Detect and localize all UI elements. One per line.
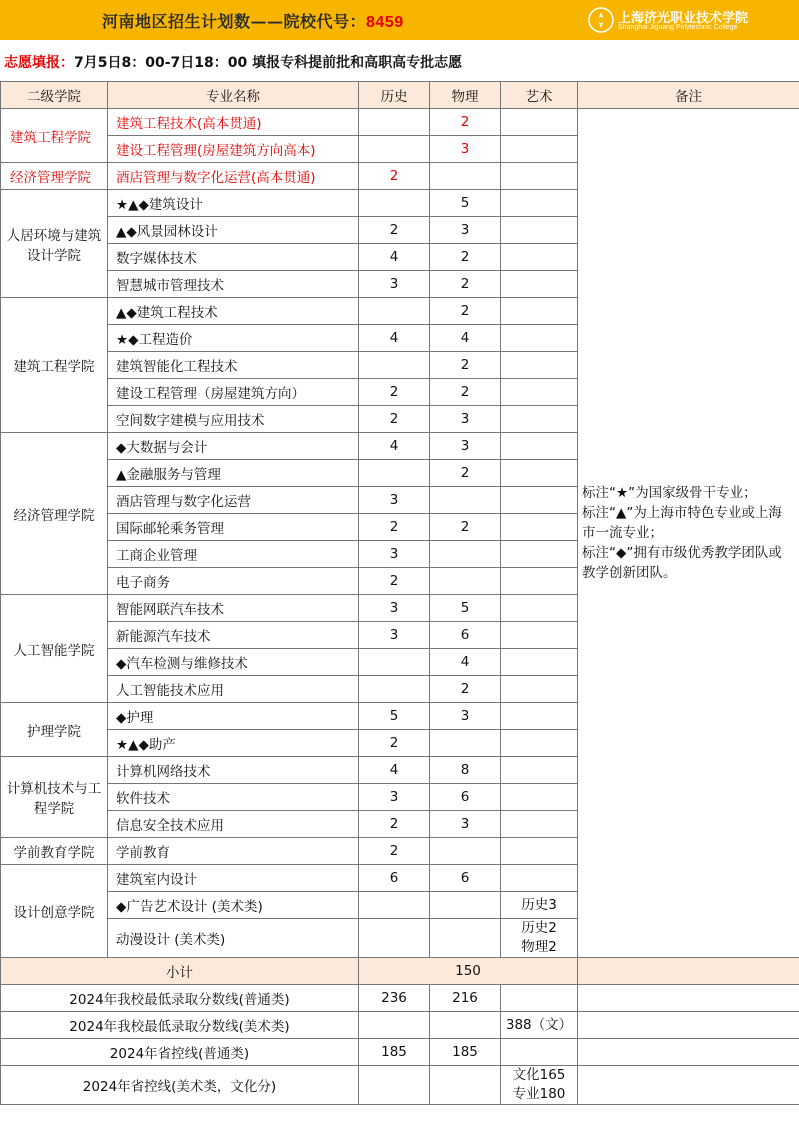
- score-history-cell: [359, 1066, 430, 1105]
- major-cell: ★▲◆助产: [108, 730, 359, 757]
- college-cell: 学前教育学院: [1, 838, 108, 865]
- college-cell: 人工智能学院: [1, 595, 108, 703]
- art-cell: [501, 460, 578, 487]
- physics-cell: 2: [430, 352, 501, 379]
- art-cell: [501, 838, 578, 865]
- score-line-row: [1, 985, 799, 1012]
- history-cell: 6: [359, 865, 430, 892]
- major-cell: ★◆工程造价: [108, 325, 359, 352]
- physics-cell: 2: [430, 298, 501, 325]
- school-code: 8459: [366, 14, 404, 31]
- major-cell: 工商企业管理: [108, 541, 359, 568]
- physics-cell: 8: [430, 757, 501, 784]
- history-cell: 4: [359, 433, 430, 460]
- history-cell: 3: [359, 595, 430, 622]
- art-cell: [501, 514, 578, 541]
- physics-cell: 5: [430, 595, 501, 622]
- art-cell: 历史2 物理2: [501, 919, 578, 958]
- art-cell: [501, 406, 578, 433]
- major-cell: 酒店管理与数字化运营: [108, 487, 359, 514]
- score-art-cell: [501, 985, 578, 1012]
- art-cell: [501, 298, 578, 325]
- major-cell: ★▲◆建筑设计: [108, 190, 359, 217]
- physics-cell: 6: [430, 865, 501, 892]
- history-cell: 4: [359, 325, 430, 352]
- history-cell: 3: [359, 622, 430, 649]
- major-cell: 数字媒体技术: [108, 244, 359, 271]
- major-cell: 建设工程管理(房屋建筑方向高本): [108, 136, 359, 163]
- college-cell: 设计创意学院: [1, 865, 108, 958]
- art-cell: [501, 811, 578, 838]
- college-cell: 护理学院: [1, 703, 108, 757]
- college-cell: 计算机技术与工程学院: [1, 757, 108, 838]
- physics-cell: 6: [430, 784, 501, 811]
- physics-cell: 2: [430, 460, 501, 487]
- col-header-college: 二级学院: [1, 82, 108, 109]
- history-cell: 2: [359, 838, 430, 865]
- major-cell: ▲◆建筑工程技术: [108, 298, 359, 325]
- school-logo-icon: [588, 7, 614, 33]
- art-cell: [501, 703, 578, 730]
- score-line-label: 2024年省控线(美术类，文化分): [1, 1066, 359, 1105]
- physics-cell: 3: [430, 433, 501, 460]
- art-cell: [501, 136, 578, 163]
- art-cell: [501, 325, 578, 352]
- history-cell: 3: [359, 784, 430, 811]
- score-remark-empty: [578, 985, 799, 1012]
- header-bar: [0, 0, 799, 40]
- score-history-cell: [359, 1012, 430, 1039]
- subtotal-remark-empty: [578, 958, 799, 985]
- score-history-cell: 236: [359, 985, 430, 1012]
- score-remark-empty: [578, 1012, 799, 1039]
- physics-cell: [430, 163, 501, 190]
- art-cell: [501, 379, 578, 406]
- subtotal-value: 150: [359, 958, 578, 985]
- major-cell: 智能网联汽车技术: [108, 595, 359, 622]
- major-cell: 建筑智能化工程技术: [108, 352, 359, 379]
- history-cell: 2: [359, 811, 430, 838]
- physics-cell: [430, 487, 501, 514]
- physics-cell: 2: [430, 109, 501, 136]
- table-header-row: [1, 82, 799, 109]
- physics-cell: [430, 919, 501, 958]
- art-cell: [501, 622, 578, 649]
- table-body: [1, 109, 799, 1105]
- major-cell: 建筑室内设计: [108, 865, 359, 892]
- history-cell: 2: [359, 379, 430, 406]
- page-title-text: 河南地区招生计划数——院校代号：: [102, 12, 367, 31]
- art-cell: [501, 217, 578, 244]
- history-cell: 2: [359, 163, 430, 190]
- physics-cell: 2: [430, 271, 501, 298]
- major-cell: ◆汽车检测与维修技术: [108, 649, 359, 676]
- page-title: [102, 9, 404, 32]
- physics-cell: 3: [430, 811, 501, 838]
- major-cell: 信息安全技术应用: [108, 811, 359, 838]
- art-cell: [501, 271, 578, 298]
- major-cell: 建筑工程技术(高本贯通): [108, 109, 359, 136]
- major-cell: ▲◆风景园林设计: [108, 217, 359, 244]
- art-cell: [501, 244, 578, 271]
- physics-cell: 5: [430, 190, 501, 217]
- physics-cell: 3: [430, 703, 501, 730]
- physics-cell: [430, 730, 501, 757]
- col-header-art: 艺术: [501, 82, 578, 109]
- remark-cell: 标注“★”为国家级骨干专业； 标注“▲”为上海市特色专业或上海市一流专业； 标注“◆”拥有市级优秀教学团队或教学创新团队。: [578, 109, 799, 958]
- col-header-remark: 备注: [578, 82, 799, 109]
- major-cell: 软件技术: [108, 784, 359, 811]
- history-cell: [359, 136, 430, 163]
- score-physics-cell: [430, 1012, 501, 1039]
- history-cell: [359, 109, 430, 136]
- score-remark-empty: [578, 1039, 799, 1066]
- major-cell: 动漫设计 (美术类): [108, 919, 359, 958]
- major-cell: 智慧城市管理技术: [108, 271, 359, 298]
- history-cell: [359, 676, 430, 703]
- college-cell: 经济管理学院: [1, 163, 108, 190]
- art-cell: [501, 487, 578, 514]
- major-cell: ◆广告艺术设计 (美术类): [108, 892, 359, 919]
- art-cell: [501, 676, 578, 703]
- score-line-row: [1, 1066, 799, 1105]
- score-physics-cell: [430, 1066, 501, 1105]
- history-cell: 4: [359, 757, 430, 784]
- history-cell: [359, 919, 430, 958]
- col-header-major: 专业名称: [108, 82, 359, 109]
- art-cell: [501, 730, 578, 757]
- art-cell: [501, 757, 578, 784]
- score-line-label: 2024年我校最低录取分数线(美术类): [1, 1012, 359, 1039]
- history-cell: [359, 892, 430, 919]
- score-line-row: [1, 1012, 799, 1039]
- history-cell: 2: [359, 568, 430, 595]
- physics-cell: 2: [430, 676, 501, 703]
- score-remark-empty: [578, 1066, 799, 1105]
- score-art-cell: [501, 1039, 578, 1066]
- physics-cell: 6: [430, 622, 501, 649]
- physics-cell: 3: [430, 217, 501, 244]
- physics-cell: [430, 892, 501, 919]
- score-history-cell: 185: [359, 1039, 430, 1066]
- major-cell: ◆护理: [108, 703, 359, 730]
- art-cell: [501, 541, 578, 568]
- col-header-history: 历史: [359, 82, 430, 109]
- art-cell: [501, 865, 578, 892]
- major-cell: 电子商务: [108, 568, 359, 595]
- art-cell: 历史3: [501, 892, 578, 919]
- major-cell: 空间数字建模与应用技术: [108, 406, 359, 433]
- school-name-cn: 上海济光职业技术学院: [618, 11, 749, 26]
- enrollment-plan-table: [0, 81, 799, 1105]
- notice-text: 7月5日8：00-7日18：00 填报专科提前批和高职高专批志愿: [74, 55, 463, 71]
- major-cell: ◆大数据与会计: [108, 433, 359, 460]
- physics-cell: [430, 838, 501, 865]
- score-art-cell: 388（文）: [501, 1012, 578, 1039]
- art-cell: [501, 352, 578, 379]
- score-line-row: [1, 1039, 799, 1066]
- college-cell: 人居环境与建筑设计学院: [1, 190, 108, 298]
- physics-cell: 2: [430, 514, 501, 541]
- physics-cell: [430, 541, 501, 568]
- physics-cell: 4: [430, 649, 501, 676]
- college-cell: 建筑工程学院: [1, 298, 108, 433]
- history-cell: 2: [359, 514, 430, 541]
- school-name-en: Shanghai Jiguang Polytechnic College: [618, 24, 738, 31]
- physics-cell: [430, 568, 501, 595]
- major-cell: 学前教育: [108, 838, 359, 865]
- history-cell: 3: [359, 271, 430, 298]
- major-cell: ▲金融服务与管理: [108, 460, 359, 487]
- college-cell: 经济管理学院: [1, 433, 108, 595]
- history-cell: 4: [359, 244, 430, 271]
- score-line-label: 2024年我校最低录取分数线(普通类): [1, 985, 359, 1012]
- history-cell: [359, 298, 430, 325]
- physics-cell: 3: [430, 136, 501, 163]
- art-cell: [501, 595, 578, 622]
- physics-cell: 2: [430, 244, 501, 271]
- art-cell: [501, 163, 578, 190]
- history-cell: 3: [359, 541, 430, 568]
- major-cell: 人工智能技术应用: [108, 676, 359, 703]
- major-cell: 国际邮轮乘务管理: [108, 514, 359, 541]
- major-cell: 酒店管理与数字化运营(高本贯通): [108, 163, 359, 190]
- history-cell: 3: [359, 487, 430, 514]
- history-cell: 2: [359, 217, 430, 244]
- notice-label: 志愿填报：: [4, 55, 74, 71]
- col-header-physics: 物理: [430, 82, 501, 109]
- major-cell: 建设工程管理（房屋建筑方向）: [108, 379, 359, 406]
- art-cell: [501, 109, 578, 136]
- score-physics-cell: 185: [430, 1039, 501, 1066]
- art-cell: [501, 190, 578, 217]
- table-row: [1, 109, 799, 136]
- score-line-label: 2024年省控线(普通类): [1, 1039, 359, 1066]
- history-cell: [359, 352, 430, 379]
- history-cell: 2: [359, 730, 430, 757]
- art-cell: [501, 649, 578, 676]
- art-cell: [501, 784, 578, 811]
- art-cell: [501, 568, 578, 595]
- application-notice: [0, 44, 799, 80]
- history-cell: [359, 190, 430, 217]
- score-physics-cell: 216: [430, 985, 501, 1012]
- major-cell: 计算机网络技术: [108, 757, 359, 784]
- physics-cell: 2: [430, 379, 501, 406]
- subtotal-label: 小计: [1, 958, 359, 985]
- major-cell: 新能源汽车技术: [108, 622, 359, 649]
- subtotal-row: [1, 958, 799, 985]
- art-cell: [501, 433, 578, 460]
- history-cell: 2: [359, 406, 430, 433]
- physics-cell: 3: [430, 406, 501, 433]
- physics-cell: 4: [430, 325, 501, 352]
- history-cell: 5: [359, 703, 430, 730]
- history-cell: [359, 649, 430, 676]
- college-cell: 建筑工程学院: [1, 109, 108, 163]
- score-art-cell: 文化165 专业180: [501, 1066, 578, 1105]
- history-cell: [359, 460, 430, 487]
